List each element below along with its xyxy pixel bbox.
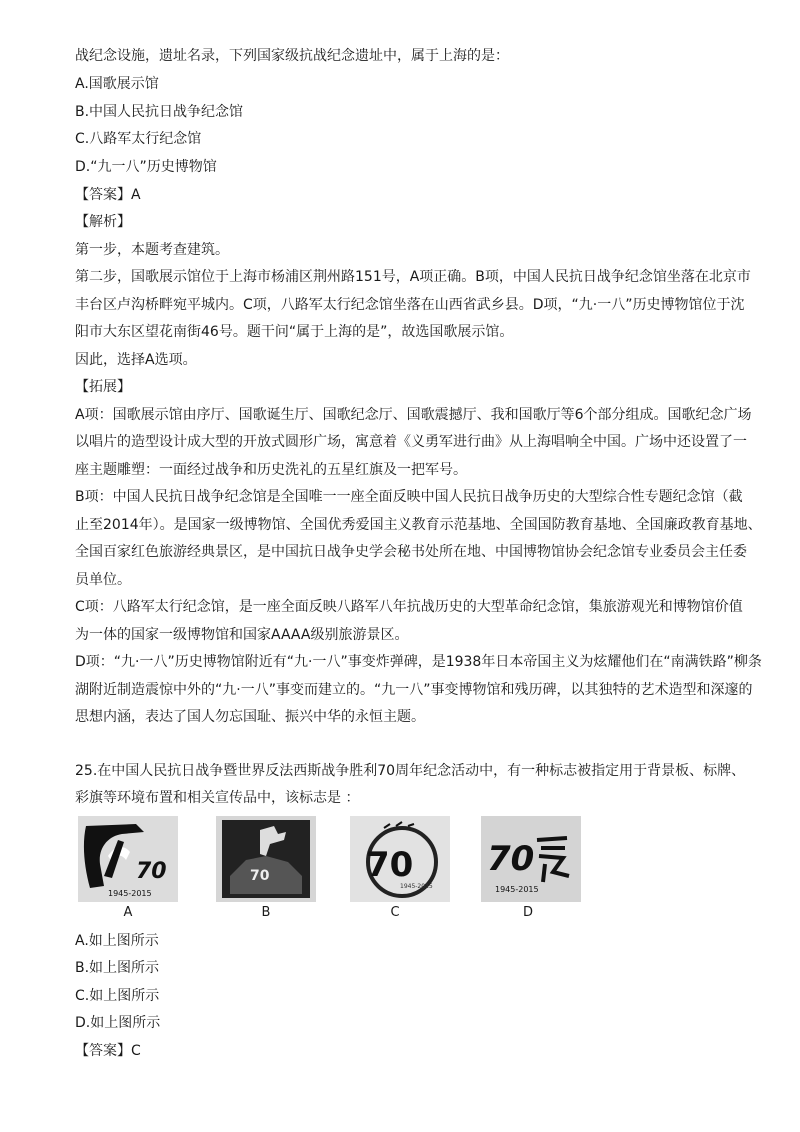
ext-c-line: 为一体的国家一级博物馆和国家AAAA级别旅游景区。 [75,627,409,643]
q25-stem-line: 彩旗等环境布置和相关宣传品中，该标志是 ： [75,790,360,806]
ext-a-line: A项：国歌展示馆由序厅、国歌诞生厅、国歌纪念厅、国歌震撼厅、我和国歌厅等6个部分组成。国歌纪念广场 [75,407,752,423]
ext-a-line: 以唱片的造型设计成大型的开放式圆形广场，寓意着《义勇军进行曲》从上海唱响全中国。广场中还设置了一 [75,434,747,450]
logo-c-image [350,816,450,902]
logo-d-image [481,816,581,902]
logo-b-label: B [261,905,271,920]
logo-d-year: 1945-2015 [495,885,539,894]
q25-stem-line: 25.在中国人民抗日战争暨世界反法西斯战争胜利70周年纪念活动中，有一种标志被指定用于背景板、标牌、 [75,763,746,779]
ext-c-line: C项：八路军太行纪念馆，是一座全面反映八路军八年抗战历史的大型革命纪念馆，集旅游观光和博物馆价值 [75,599,743,615]
q25-answer: 【答案】C [75,1043,141,1059]
logo-a-label: A [123,905,133,920]
q24-extension-heading: 【拓展】 [75,379,131,395]
q24-stem: 战纪念设施，遗址名录，下列国家级抗战纪念遗址中，属于上海的是： [75,48,509,64]
q25-option-c: C.如上图所示 [75,988,160,1004]
logo-a-image [78,816,178,902]
logo-d-label: D [522,905,533,920]
ext-b-line: B项：中国人民抗日战争纪念馆是全国唯一一座全面反映中国人民抗日战争历史的大型综合性专题纪念馆（截 [75,489,743,505]
logo-b-image [216,816,316,902]
q25-option-a: A.如上图所示 [75,933,159,949]
q24-analysis-heading: 【解析】 [75,214,131,230]
logo-c-numeral: 70 [366,845,414,885]
q25-option-d: D.如上图所示 [75,1015,161,1031]
logo-c-year: 1945-2015 [400,883,433,890]
q24-answer: 【答案】A [75,187,141,203]
ext-b-line: 止至2014年）。是国家一级博物馆、全国优秀爱国主义教育示范基地、全国国防教育基地、全国廉政教育基地、 [75,517,762,533]
ext-b-line: 全国百家红色旅游经典景区，是中国抗日战争史学会秘书处所在地、中国博物馆协会纪念馆专业委员会主任委 [75,544,747,560]
ext-d-line: 思想内涵，表达了国人勿忘国耻、振兴中华的永恒主题。 [75,709,425,725]
ext-d-line: D项：“九·一八”历史博物馆附近有“九·一八”事变炸弹碑，是1938年日本帝国主义为炫耀他们在“南满铁路”柳条 [75,654,762,670]
q24-step2-line: 阳市大东区望花南街46号。题干问“属于上海的是”，故选国歌展示馆。 [75,324,514,340]
logo-c-label: C [390,905,400,920]
q24-option-c: C.八路军太行纪念馆 [75,131,202,147]
q24-step2-line: 第二步，国歌展示馆位于上海市杨浦区荆州路151号，A项正确。B项，中国人民抗日战争纪念馆坐落在北京市 [75,269,751,285]
ext-b-line: 员单位。 [75,572,131,588]
q24-step2-line: 丰台区卢沟桥畔宛平城内。C项，八路军太行纪念馆坐落在山西省武乡县。D项，“九·一八”历史博物馆位于沈 [75,297,745,313]
q24-step1: 第一步，本题考查建筑。 [75,242,229,258]
q24-option-d: D.“九一八”历史博物馆 [75,159,217,175]
q24-option-b: B.中国人民抗日战争纪念馆 [75,104,244,120]
ext-a-line: 座主题雕塑：一面经过战争和历史洗礼的五星红旗及一把军号。 [75,462,467,478]
q24-option-a: A.国歌展示馆 [75,76,159,92]
logo-d-numeral: 70 [487,839,535,879]
q25-option-b: B.如上图所示 [75,960,160,976]
logo-a-numeral: 70 [136,859,167,884]
logo-b-numeral: 70 [250,868,270,884]
q24-conclusion: 因此，选择A选项。 [75,352,197,368]
logo-a-year: 1945-2015 [108,889,152,898]
ext-d-line: 湖附近制造震惊中外的“九·一八”事变而建立的。“九一八”事变博物馆和残历碑，以其独特的艺术造型和深邃的 [75,682,753,698]
